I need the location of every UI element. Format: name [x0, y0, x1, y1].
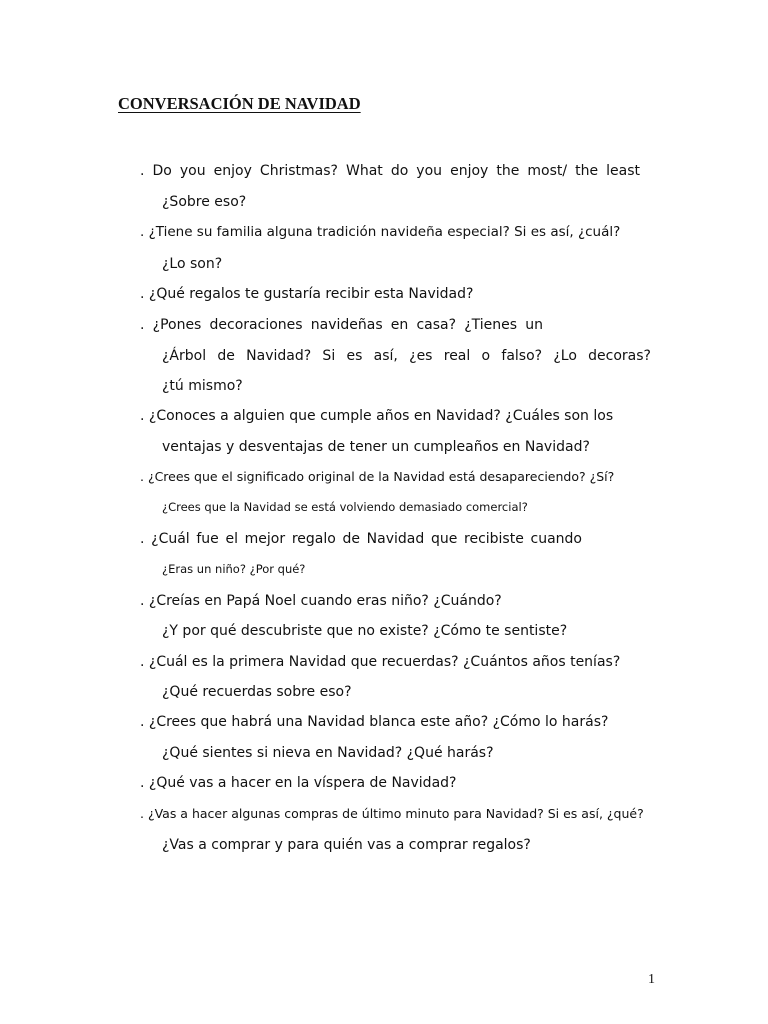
question-line: . ¿Cuál fue el mejor regalo de Navidad que recibiste cuando: [140, 531, 582, 547]
question-line: . ¿Creías en Papá Noel cuando eras niño? ¿Cuándo?: [140, 593, 502, 609]
continuation-line: ¿Árbol de Navidad? Si es así, ¿es real o falso? ¿Lo decoras?: [162, 348, 651, 364]
question-line: . ¿Tiene su familia alguna tradición navideña especial? Si es así, ¿cuál?: [140, 224, 621, 240]
question-line: . ¿Crees que el significado original de la Navidad está desapareciendo? ¿Sí?: [140, 469, 615, 484]
page-number: 1: [648, 972, 655, 987]
continuation-line: ventajas y desventajas de tener un cumpleaños en Navidad?: [162, 439, 590, 455]
question-line: . ¿Vas a hacer algunas compras de último minuto para Navidad? Si es así, ¿qué?: [140, 806, 644, 821]
question-line: . ¿Conoces a alguien que cumple años en Navidad? ¿Cuáles son los: [140, 408, 614, 424]
continuation-line: ¿Crees que la Navidad se está volviendo demasiado comercial?: [162, 500, 528, 514]
question-line: . ¿Qué regalos te gustaría recibir esta Navidad?: [140, 286, 474, 302]
continuation-line: ¿Qué sientes si nieva en Navidad? ¿Qué harás?: [162, 745, 494, 761]
continuation-line: ¿Lo son?: [162, 256, 223, 272]
document-title: CONVERSACIÓN DE NAVIDAD: [118, 94, 361, 113]
continuation-line: ¿tú mismo?: [162, 378, 243, 394]
continuation-line: ¿Sobre eso?: [162, 194, 247, 210]
continuation-line: ¿Eras un niño? ¿Por qué?: [162, 562, 306, 576]
question-line: . ¿Pones decoraciones navideñas en casa? ¿Tienes un: [140, 317, 543, 333]
continuation-line: ¿Y por qué descubriste que no existe? ¿Cómo te sentiste?: [162, 623, 568, 639]
continuation-line: ¿Vas a comprar y para quién vas a comprar regalos?: [162, 837, 531, 853]
question-line: . ¿Cuál es la primera Navidad que recuerdas? ¿Cuántos años tenías?: [140, 654, 621, 670]
question-line: . ¿Crees que habrá una Navidad blanca este año? ¿Cómo lo harás?: [140, 714, 609, 730]
question-line: . Do you enjoy Christmas? What do you enjoy the most/ the least: [140, 163, 640, 179]
continuation-line: ¿Qué recuerdas sobre eso?: [162, 684, 352, 700]
question-line: . ¿Qué vas a hacer en la víspera de Navidad?: [140, 775, 457, 791]
